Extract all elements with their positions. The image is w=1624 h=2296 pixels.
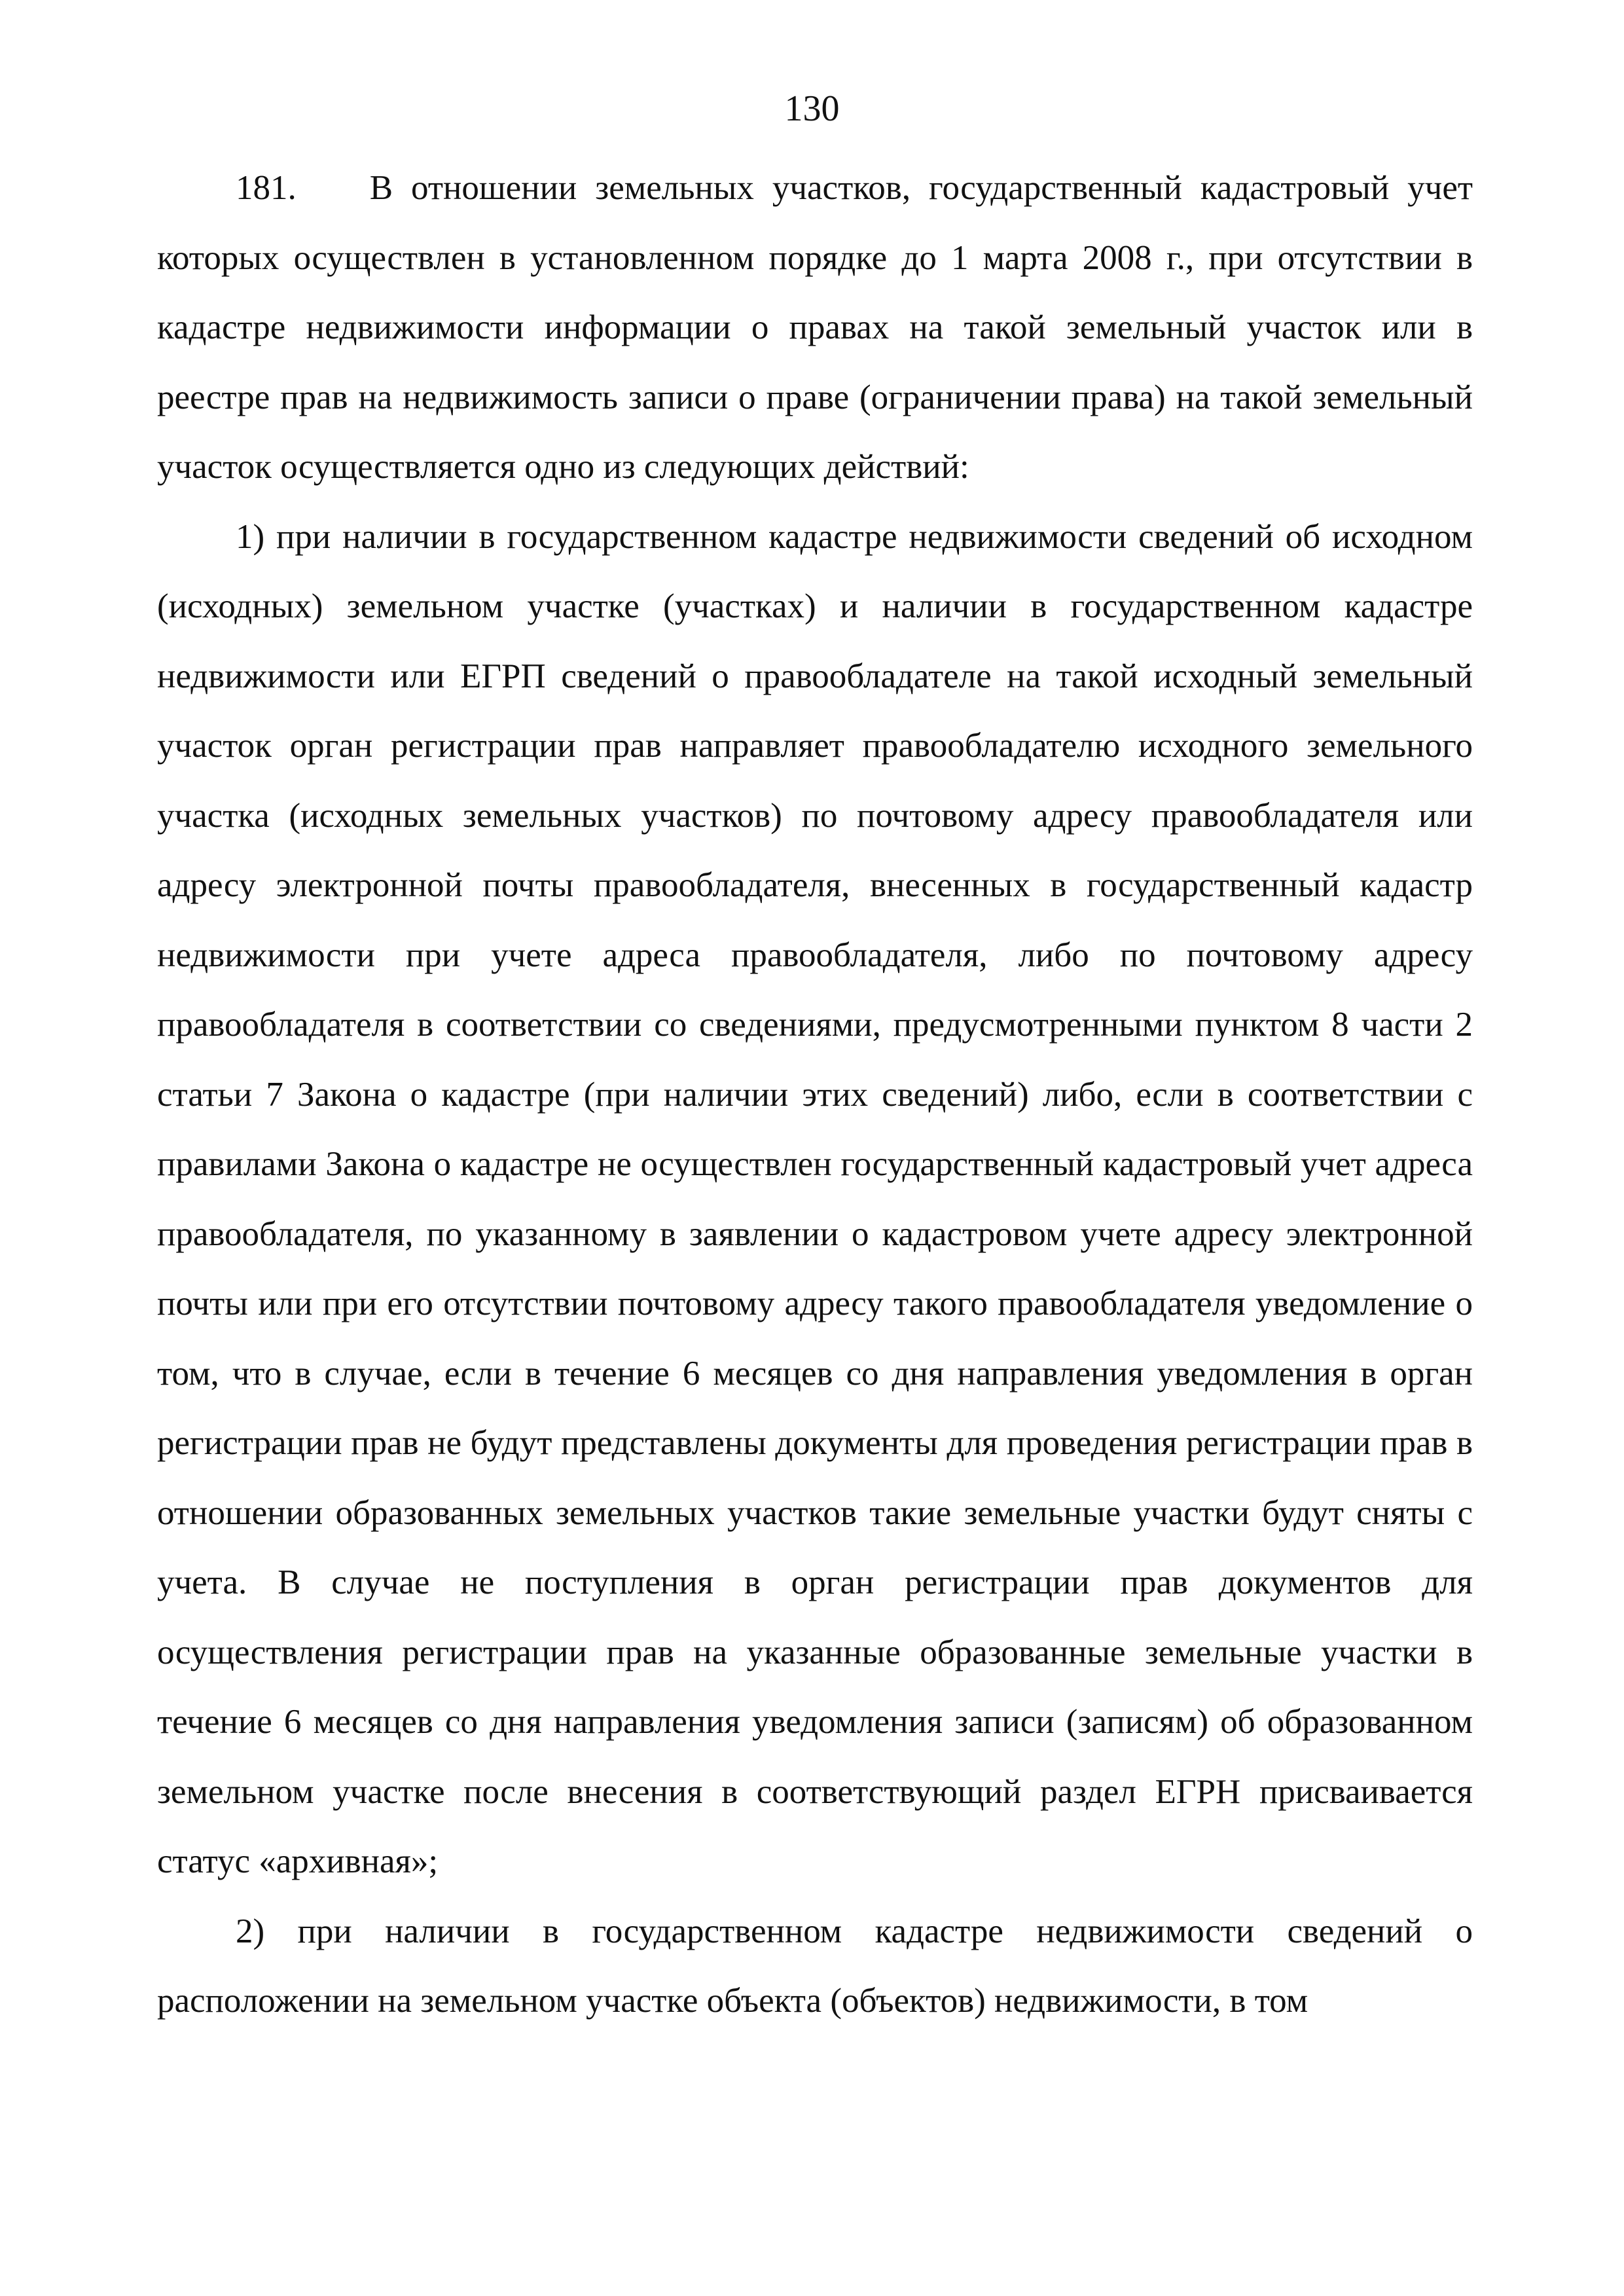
list-item-1 [157, 502, 1473, 1897]
paragraph-number: 181. [236, 169, 297, 207]
paragraph-text: В отношении земельных участков, государственный кадастровый учет которых осуществлен в установленном порядке до 1 марта 2008 г., при отсутствии в кадастре недвижимости информации о правах на такой земельный участок или в реестре прав на недвижимость записи о праве (ограничении права) на такой земельный участок осуществляется одно из следующих действий: [157, 169, 1473, 486]
paragraph-181 [157, 153, 1473, 502]
list-item-2 [157, 1897, 1473, 2036]
document-body [157, 153, 1473, 2036]
list-item-number: 1) [236, 517, 265, 556]
list-item-number: 2) [236, 1912, 265, 1950]
list-item-text: при наличии в государственном кадастре недвижимости сведений об исходном (исходных) земельном участке (участках) и наличии в государственном кадастре недвижимости или ЕГРП сведений о правообладателе на такой исходный земельный участок орган регистрации прав направляет правообладателю исходного земельного участка (исходных земельных участков) по почтовому адресу правообладателя или адресу электронной почты правообладателя, внесенных в государственный кадастр недвижимости при учете адреса правообладателя, либо по почтовому адресу правообладателя в соответствии со сведениями, предусмотренными пунктом 8 части 2 статьи 7 Закона о кадастре (при наличии этих сведений) либо, если в соответствии с правилами Закона о кадастре не осуществлен государственный кадастровый учет адреса правообладателя, по указанному в заявлении о кадастровом учете адресу электронной почты или при его отсутствии почтовому адресу такого правообладателя уведомление о том, что в случае, если в течение 6 месяцев со дня направления уведомления в орган регистрации прав не будут представлены документы для проведения регистрации прав в отношении образованных земельных участков такие земельные участки будут сняты с учета. В случае не поступления в орган регистрации прав документов для осуществления регистрации прав на указанные образованные земельные участки в течение 6 месяцев со дня направления уведомления записи (записям) об образованном земельном участке после внесения в соответствующий раздел ЕГРН присваивается статус «архивная»; [157, 517, 1473, 1880]
page-number: 130 [784, 88, 840, 129]
list-item-text: при наличии в государственном кадастре недвижимости сведений о расположении на земельном участке объекта (объектов) недвижимости, в том [157, 1912, 1473, 2020]
